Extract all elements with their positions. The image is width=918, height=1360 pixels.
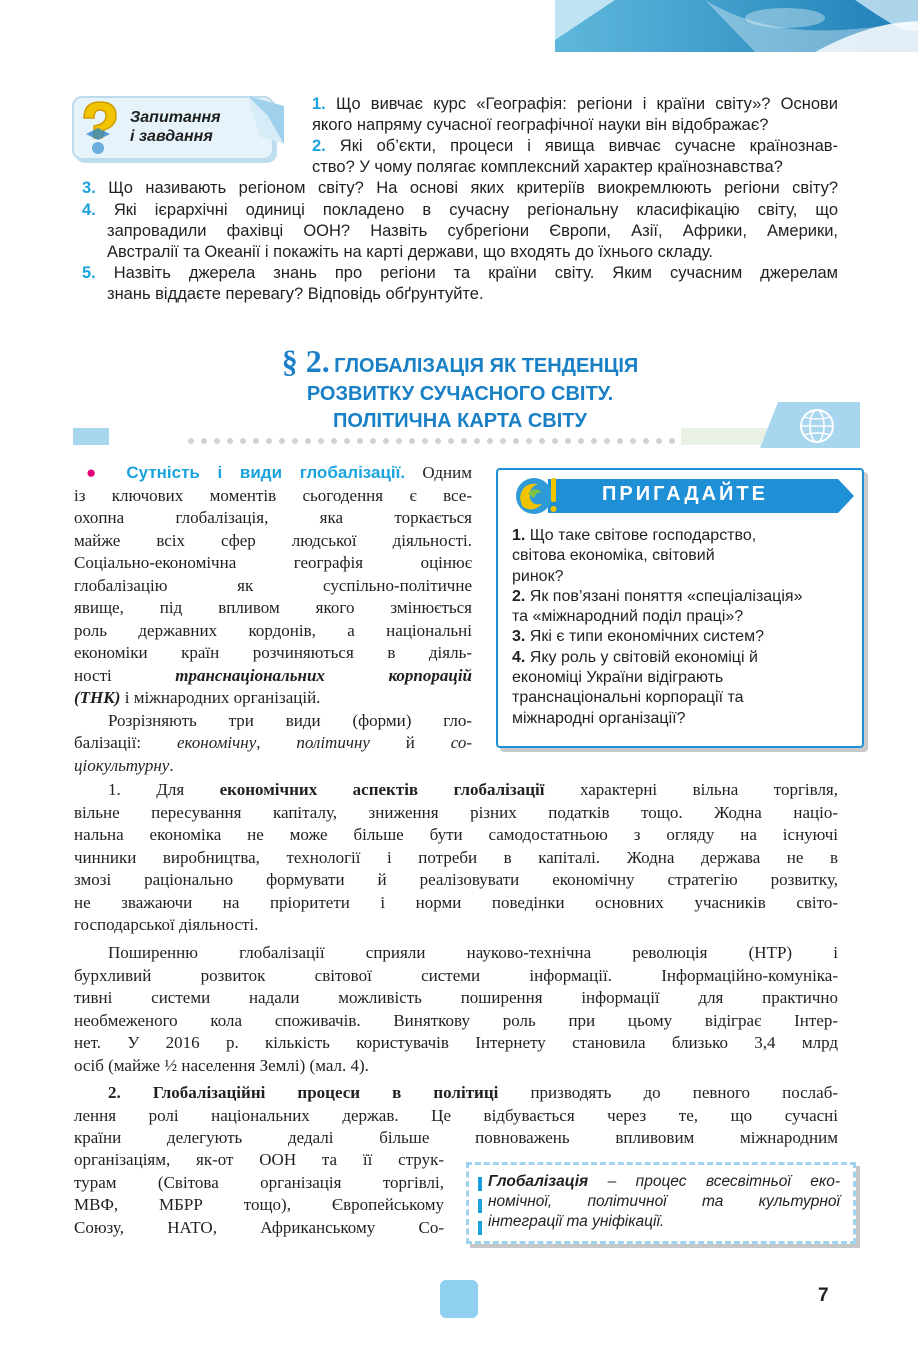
rule-dot [539, 438, 545, 444]
economic-term: економічних аспектів глобалізації [219, 780, 545, 799]
rule-dot [435, 438, 441, 444]
rule-dot [500, 438, 506, 444]
heading-dotted-rule [186, 436, 676, 446]
rule-dot [396, 438, 402, 444]
question-number: 3. [82, 179, 96, 197]
rule-dot [292, 438, 298, 444]
question-1: 1. Що вивчає курс «Географія: регіони і країни світу»? Основи якого напряму сучасної географічної науки він відображає? [312, 95, 838, 134]
rule-dot [266, 438, 272, 444]
rule-dot [305, 438, 311, 444]
rule-dot [357, 438, 363, 444]
rule-dot [331, 438, 337, 444]
rule-dot [630, 438, 636, 444]
questions-badge [72, 96, 284, 160]
politics-term: Глобалізаційні процеси в політиці [152, 1083, 499, 1102]
rule-dot [214, 438, 220, 444]
question-number: 5. [82, 264, 96, 282]
badge-title-line2: і завдання [130, 128, 213, 145]
definition-marker-icon [478, 1177, 482, 1235]
rule-dot [487, 438, 493, 444]
section-number: § 2. [281, 343, 330, 379]
question-4: 4. Які ієрархічні одиниці покладено в сучасну регіональну класифікацію світу, що запровадили фахівці ООН? Назвіть субрегіони Європи, Азії, Африки, Америки, Австралії та Океанії і покажіть на карті держави, що входять до їхнього складу. [82, 201, 839, 261]
rule-dot [240, 438, 246, 444]
topic-heading: Сутність і види глобалізації. [126, 463, 406, 482]
page-number: 7 [818, 1285, 829, 1306]
rule-dot [253, 438, 259, 444]
rule-dot [617, 438, 623, 444]
badge-title-line1: Запитання [130, 109, 221, 126]
politics-paragraph: 2. Глобалізаційні процеси в політиці призводять до певного послаб- лення ролі національних держав. Це відбувається через те, що сучасні країни делегують дедалі більше повноважень впливовим міжнародним [74, 1083, 839, 1147]
section-title-line3: ПОЛІТИЧНА КАРТА СВІТУ [333, 410, 587, 432]
rule-dot [552, 438, 558, 444]
term-tnc: транснаціональних корпорацій [175, 665, 473, 685]
rule-dot [279, 438, 285, 444]
rule-dot [201, 438, 207, 444]
question-number: 1. [312, 95, 326, 113]
politics-paragraph-continued: організаціям, як-от ООН та її струк- турам (Світова організація торгівлі, МВФ, МБРР тощо), Європейському Союзу, НАТО, Африканському Со- [74, 1150, 444, 1237]
globe-icon [760, 402, 860, 448]
definition-term: Глобалізація [488, 1173, 589, 1190]
rule-dot [409, 438, 415, 444]
page-fold-corner [248, 96, 284, 144]
page-marker [440, 1280, 478, 1318]
rule-dot [188, 438, 194, 444]
rule-dot [344, 438, 350, 444]
rule-dot [318, 438, 324, 444]
section-title-line2: РОЗВИТКУ СУЧАСНОГО СВІТУ. [306, 383, 614, 405]
rule-dot [461, 438, 467, 444]
rule-dot [474, 438, 480, 444]
question-mark-icon [78, 98, 120, 156]
rule-dot [669, 438, 675, 444]
rule-dot [591, 438, 597, 444]
rule-dot [604, 438, 610, 444]
question-3: 3. Що називають регіоном світу? На основі яких критеріїв виокремлюють регіони світу? [82, 179, 838, 197]
definition-box: Глобалізація – процес всесвітньої еко- номічної, політичної та культурної інтеграції та уніфікації. [466, 1162, 860, 1248]
rule-dot [578, 438, 584, 444]
rule-dot [227, 438, 233, 444]
question-2: 2. Які об’єкти, процеси і явища вивчає сучасне країнознав- ство? У чому полягає комплексний характер країнознавства? [312, 137, 838, 176]
section-title-line1: ГЛОБАЛІЗАЦІЯ ЯК ТЕНДЕНЦІЯ [334, 355, 639, 377]
question-5: 5. Назвіть джерела знань про регіони та країни світу. Яким сучасним джерелам знань віддаєте перевагу? Відповідь обґрунтуйте. [82, 264, 838, 303]
intro-paragraph: ● Сутність і види глобалізації. Одним із ключових моментів сьогодення є все- охопна глобалізація, яка торкається майже всіх сфер людської діяльності. Соціально-економічна географія оцінює глобалізацію як суспільно-політичне явище, під впливом якого змінюється роль державних кордонів, а національні економіки країн розчиняються в діяль- ності транснаціональних корпорацій (ТНК) і міжнародних організацій. Розрізняють три види (форми) гло- балізації: економічну, політичну й со- ціокультурну. [74, 463, 473, 775]
top-banner-graphic [555, 0, 918, 52]
rule-dot [513, 438, 519, 444]
rule-dot [448, 438, 454, 444]
section-heading [180, 343, 740, 435]
rule-dot [370, 438, 376, 444]
question-number: 2. [312, 137, 326, 155]
rule-dot [383, 438, 389, 444]
ntr-paragraph: Поширенню глобалізації сприяли науково-технічна революція (НТР) і бурхливий розвиток світової системи інформації. Інформаційно-комуніка- тивні системи надали можливість поширення інформації для практично необмеженого кола споживачів. Виняткову роль при цьому відіграє Інтер- нет. У 2016 р. кількість користувачів Інтернету становила близько 3,4 млрд осіб (майже ½ населення Землі) (мал. 4). [74, 943, 838, 1075]
economic-paragraph: 1. Для економічних аспектів глобалізації характерні вільна торгівля, вільне пересування капіталу, зниження різних податків тощо. Жодна націо- нальна економіка не може більше бути самодостатньою з огляду на існуючі чинники виробництва, технології і потреби в капіталі. Жодна держава не в змозі раціонально формувати й реалізовувати економічну стратегію розвитку, не зважаючи на пріоритети і норми поведінки основних учасників світо- господарської діяльності. [74, 780, 838, 934]
heading-rule-left [73, 428, 109, 445]
rule-dot [422, 438, 428, 444]
rule-dot [656, 438, 662, 444]
rule-dot [643, 438, 649, 444]
rule-dot [565, 438, 571, 444]
rule-dot [526, 438, 532, 444]
bullet-icon: ● [86, 463, 110, 482]
question-number: 4. [82, 201, 96, 219]
remember-box: ПРИГАДАЙТЕ 1. Що таке світове господарство, світова економіка, світовий ринок? 2. Як пов’язані поняття «спеціалізація» та «міжнародний поділ праці»? 3. Які є типи економічних систем? 4. Яку роль у світовій економіці й економіці України відіграють транснаціональні корпорації та міжнародні організації? [496, 468, 864, 748]
remember-title: ПРИГАДАЙТЕ [602, 483, 768, 505]
